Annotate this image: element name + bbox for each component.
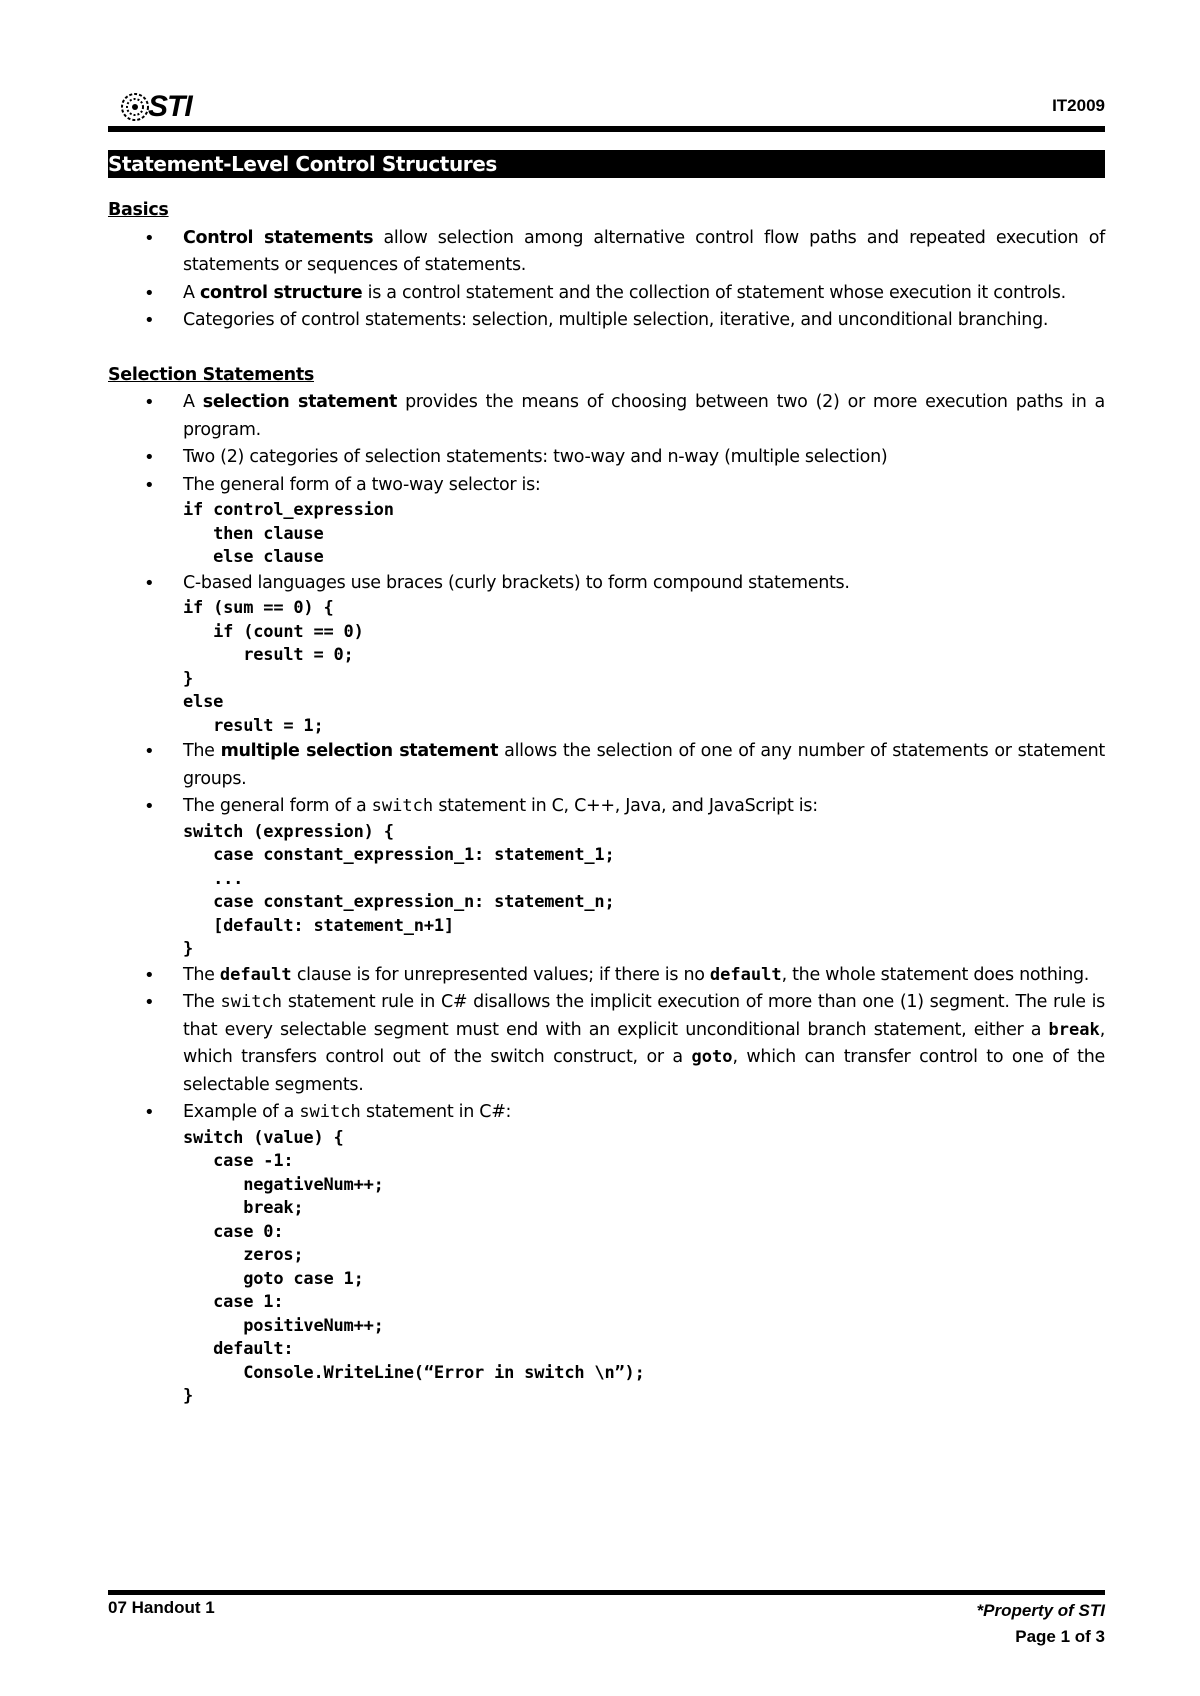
selection-list	[108, 389, 1105, 499]
list-item: • Example of a switch statement in C#:	[108, 1099, 1105, 1127]
list-item: • The general form of a two-way selector is:	[108, 472, 1105, 500]
list-item: • C-based languages use braces (curly brackets) to form compound statements.	[108, 570, 1105, 598]
sti-logo	[120, 90, 192, 124]
course-code: IT2009	[1052, 96, 1105, 115]
footer-handout: 07 Handout 1	[108, 1598, 215, 1617]
code-block-two-way: if control_expression then clause else clause	[183, 500, 394, 567]
list-item: • A control structure is a control statement and the collection of statement whose execution it controls.	[108, 280, 1105, 308]
document-body	[108, 197, 1105, 1409]
page-number: Page 1 of 3	[1015, 1627, 1105, 1646]
footer-property: *Property of STI	[976, 1601, 1105, 1620]
list-item: • The multiple selection statement allows the selection of one of any number of statements or statement groups.	[108, 738, 1105, 793]
code-block-switch-csharp: switch (value) { case -1: negativeNum++; break; case 0: zeros; goto case 1; case 1: positiveNum++; default: Console.WriteLine(“Error in switch \n”); }	[183, 1127, 645, 1406]
page-title: Statement-Level Control Structures	[108, 152, 497, 176]
title-bar	[108, 150, 1105, 178]
code-block-switch-general: switch (expression) { case constant_expression_1: statement_1; ... case constant_expression_n: statement_n; [default: statement_n+1] }	[183, 821, 615, 959]
section-heading-selection: Selection Statements	[108, 364, 315, 385]
section-heading-basics: Basics	[108, 200, 169, 220]
footer-right	[977, 1598, 1105, 1650]
code-block-compound: if (sum == 0) { if (count == 0) result = 0; } else result = 1;	[183, 598, 364, 736]
footer-rule	[108, 1590, 1105, 1595]
logo-text: STI	[148, 90, 192, 123]
sti-swirl-icon	[120, 92, 150, 122]
list-item: • The switch statement rule in C# disallows the implicit execution of more than one (1) segment. The rule is that every selectable segment must end with an explicit unconditional branch statement, either a break, which transfers control out of the switch construct, or a goto, which can transfer control to one of the selectable segments.	[108, 989, 1105, 1099]
header-rule	[108, 126, 1105, 132]
page-header	[108, 86, 1105, 126]
list-item: • Control statements allow selection among alternative control flow paths and repeated execution of statements or sequences of statements.	[108, 225, 1105, 280]
list-item: • The default clause is for unrepresented values; if there is no default, the whole statement does nothing.	[108, 962, 1105, 990]
list-item: • The general form of a switch statement in C, C++, Java, and JavaScript is:	[108, 793, 1105, 821]
list-item: • A selection statement provides the means of choosing between two (2) or more execution paths in a program.	[108, 389, 1105, 444]
basics-list	[108, 225, 1105, 335]
list-item: • Categories of control statements: selection, multiple selection, iterative, and unconditional branching.	[108, 307, 1105, 335]
list-item: • Two (2) categories of selection statements: two-way and n-way (multiple selection)	[108, 444, 1105, 472]
